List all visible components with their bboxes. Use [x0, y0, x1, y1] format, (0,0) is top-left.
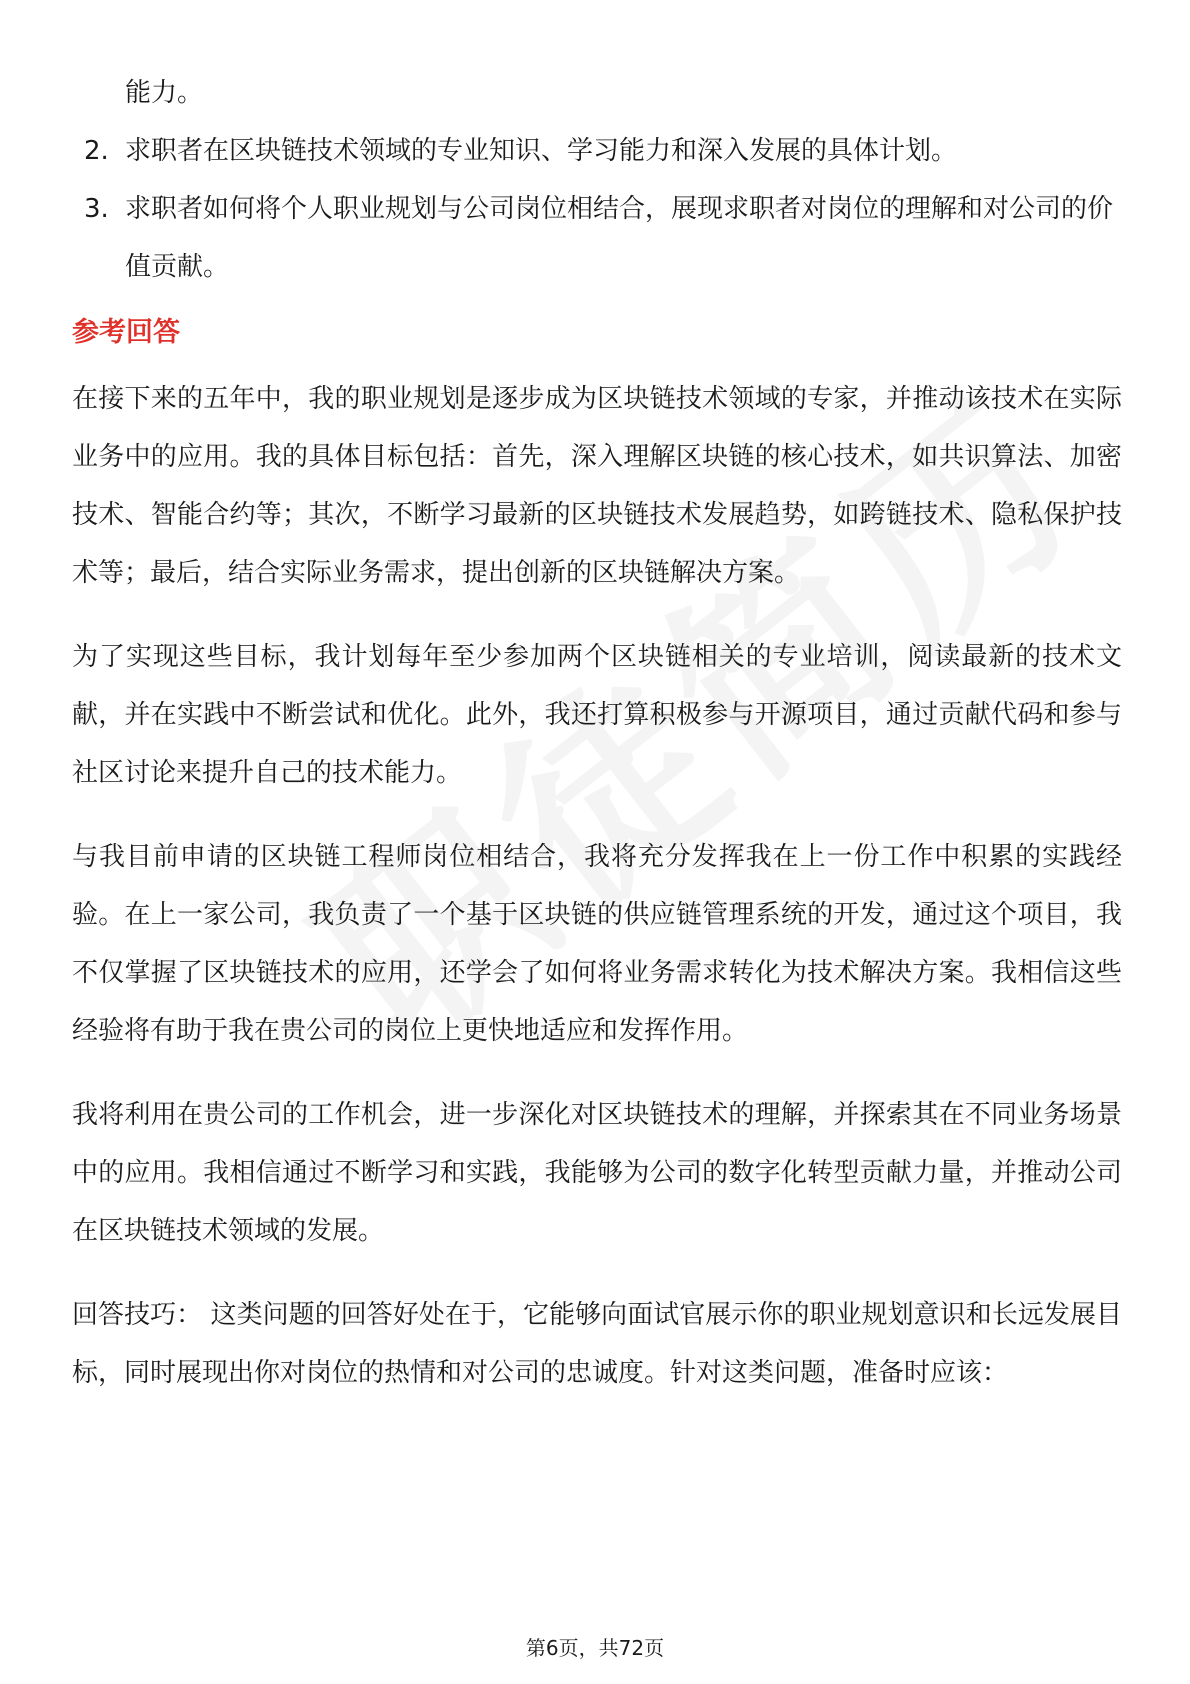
answer-paragraph: 为了实现这些目标，我计划每年至少参加两个区块链相关的专业培训，阅读最新的技术文献，并在实践中不断尝试和优化。此外，我还打算积极参与开源项目，通过贡献代码和参与社区讨论来提升自己的技术能力。: [72, 642, 1122, 788]
answer-heading: 参考回答: [72, 317, 180, 348]
question-list: [72, 122, 1122, 296]
page-footer: 第6页，共72页: [525, 1636, 665, 1660]
continued-list-text: 能力。: [125, 78, 204, 108]
answer-paragraph: 与我目前申请的区块链工程师岗位相结合，我将充分发挥我在上一份工作中积累的实践经验。在上一家公司，我负责了一个基于区块链的供应链管理系统的开发，通过这个项目，我不仅掌握了区块链技术的应用，还学会了如何将业务需求转化为技术解决方案。我相信这些经验将有助于我在贵公司的岗位上更快地适应和发挥作用。: [72, 842, 1122, 1046]
list-item-text: 求职者如何将个人职业规划与公司岗位相结合，展现求职者对岗位的理解和对公司的价值贡献。: [125, 194, 1114, 282]
answer-paragraph: 我将利用在贵公司的工作机会，进一步深化对区块链技术的理解，并探索其在不同业务场景中的应用。我相信通过不断学习和实践，我能够为公司的数字化转型贡献力量，并推动公司在区块链技术领域的发展。: [72, 1100, 1122, 1246]
list-item: [72, 122, 1122, 180]
page-content: [72, 64, 1122, 1428]
list-number: 2.: [84, 136, 109, 166]
answer-tips-paragraph: 回答技巧： 这类问题的回答好处在于，它能够向面试官展示你的职业规划意识和长远发展目标，同时展现出你对岗位的热情和对公司的忠诚度。针对这类问题，准备时应该：: [72, 1300, 1122, 1388]
answer-paragraph: 在接下来的五年中，我的职业规划是逐步成为区块链技术领域的专家，并推动该技术在实际业务中的应用。我的具体目标包括：首先，深入理解区块链的核心技术，如共识算法、加密技术、智能合约等；其次，不断学习最新的区块链技术发展趋势，如跨链技术、隐私保护技术等；最后，结合实际业务需求，提出创新的区块链解决方案。: [72, 384, 1122, 588]
list-item: [72, 180, 1122, 296]
list-number: 3.: [84, 194, 109, 224]
list-item-text: 求职者在区块链技术领域的专业知识、学习能力和深入发展的具体计划。: [125, 136, 958, 166]
